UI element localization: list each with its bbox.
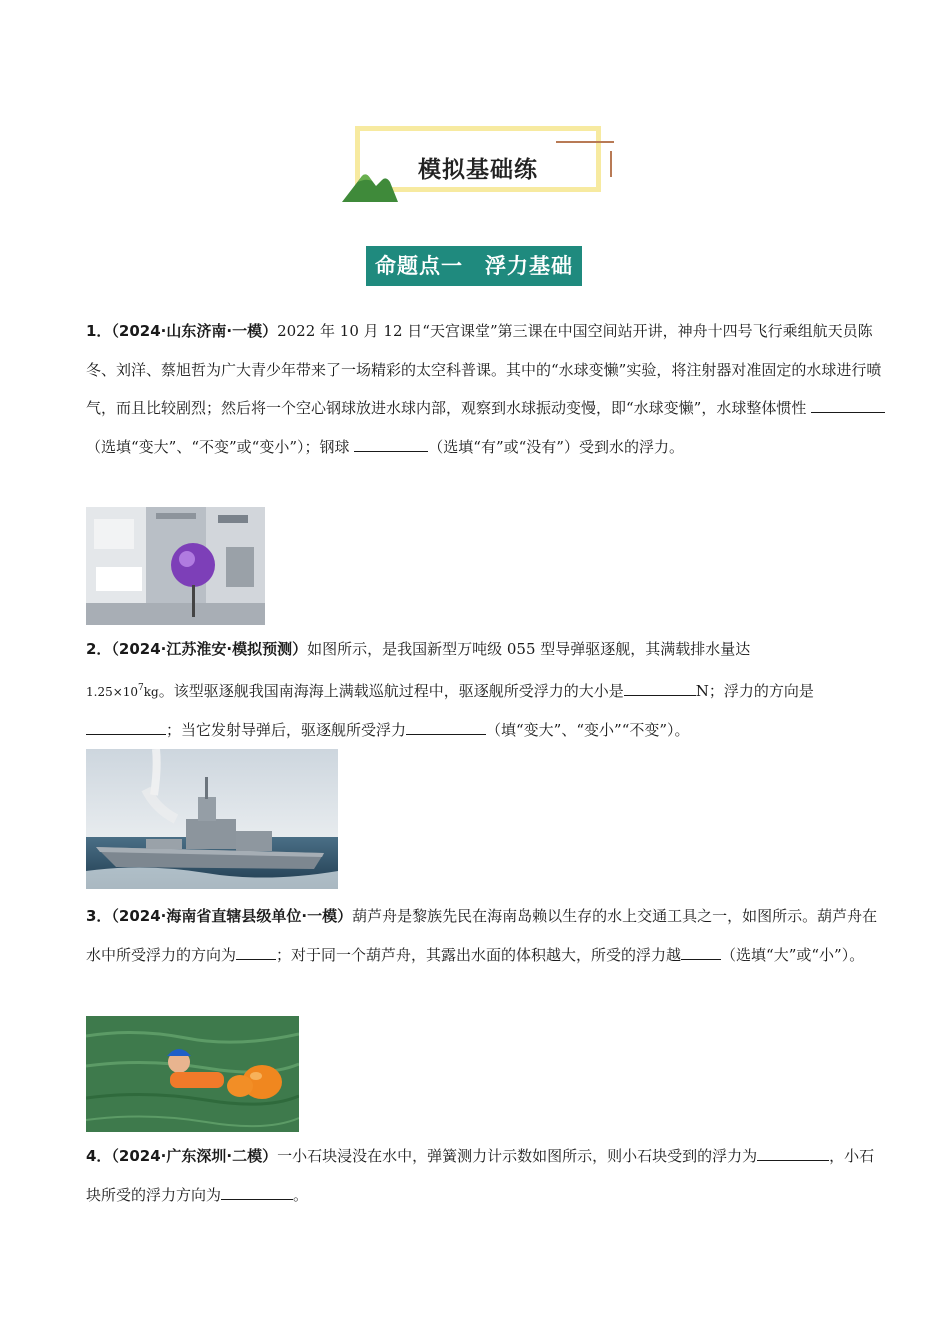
banner-title: 模拟基础练 — [418, 157, 538, 183]
question-text: （选填“大”或“小”）。 — [721, 945, 865, 964]
answer-blank[interactable] — [236, 943, 276, 960]
question-text: 。 — [293, 1185, 309, 1204]
question-text: 。该型驱逐舰我国南海海上满载巡航过程中，驱逐舰所受浮力的大小是 — [158, 681, 624, 700]
answer-blank[interactable] — [221, 1183, 293, 1200]
question-text: ；当它发射导弹后，驱逐舰所受浮力 — [166, 721, 407, 739]
question-2 — [86, 630, 886, 750]
question-text: 如图所示，是我国新型万吨级 055 型导弹驱逐舰，其满载排水量达 — [307, 640, 751, 658]
question-label: 3．（2024·海南省直辖县级单位·一模） — [86, 907, 353, 925]
destroyer-ship-photo — [86, 749, 338, 889]
answer-blank[interactable] — [681, 943, 721, 960]
mountain-icon — [340, 168, 400, 204]
space-station-water-ball-photo — [86, 507, 265, 625]
question-text: （选填“变大”、“不变”或“变小”）；钢球 — [86, 437, 355, 456]
scientific-value: 1.25×10 — [86, 684, 139, 699]
question-text: ，小石块所受的浮力方向为 — [86, 1147, 875, 1204]
question-text: （填“变大”、“变小”“不变”）。 — [486, 721, 690, 739]
answer-blank[interactable] — [624, 679, 696, 696]
answer-blank[interactable] — [354, 435, 428, 452]
question-1 — [86, 312, 886, 466]
banner-decor-line — [610, 151, 612, 177]
answer-blank[interactable] — [757, 1144, 829, 1161]
question-text: 葫芦舟是黎族先民在海南岛赖以生存的水上交通工具之一，如图所示。葫芦舟在水中所受浮力的方向为 — [86, 907, 878, 964]
question-text: ；对于同一个葫芦舟，其露出水面的体积越大，所受的浮力越 — [276, 945, 682, 964]
unit: kg — [143, 684, 159, 699]
answer-blank[interactable] — [406, 718, 486, 735]
answer-blank[interactable] — [811, 396, 885, 413]
banner-decor-line — [556, 141, 614, 143]
question-text: （选填“有”或“没有”）受到水的浮力。 — [428, 437, 684, 456]
answer-blank[interactable] — [86, 718, 166, 735]
section-title: 命题点一 浮力基础 — [366, 246, 582, 286]
question-label: 2．（2024·江苏淮安·模拟预测） — [86, 640, 308, 658]
question-text: 2022 年 10 月 12 日“天宫课堂”第三课在中国空间站开讲，神舟十四号飞行乘组航天员陈冬、刘洋、蔡旭哲为广大青少年带来了一场精彩的太空科普课。其中的“水球变懒”实验，将注射器对准固定的水球进行喷气，而且比较剧烈；然后将一个空心钢球放进水球内部，观察到水球振动变慢，即“水球变懒”，水球整体惯性 — [86, 322, 882, 417]
question-4 — [86, 1137, 886, 1214]
scientific-exponent: 7 — [138, 682, 144, 693]
question-3 — [86, 897, 886, 974]
question-label: 4．（2024·广东深圳·二模） — [86, 1147, 278, 1165]
question-text: 一小石块浸没在水中，弹簧测力计示数如图所示，则小石块受到的浮力为 — [277, 1147, 758, 1165]
question-label: 1．（2024·山东济南·一模） — [86, 322, 278, 340]
question-text: N；浮力的方向是 — [695, 681, 814, 700]
gourd-boat-swimmer-photo — [86, 1016, 299, 1132]
section-banner — [340, 122, 608, 206]
